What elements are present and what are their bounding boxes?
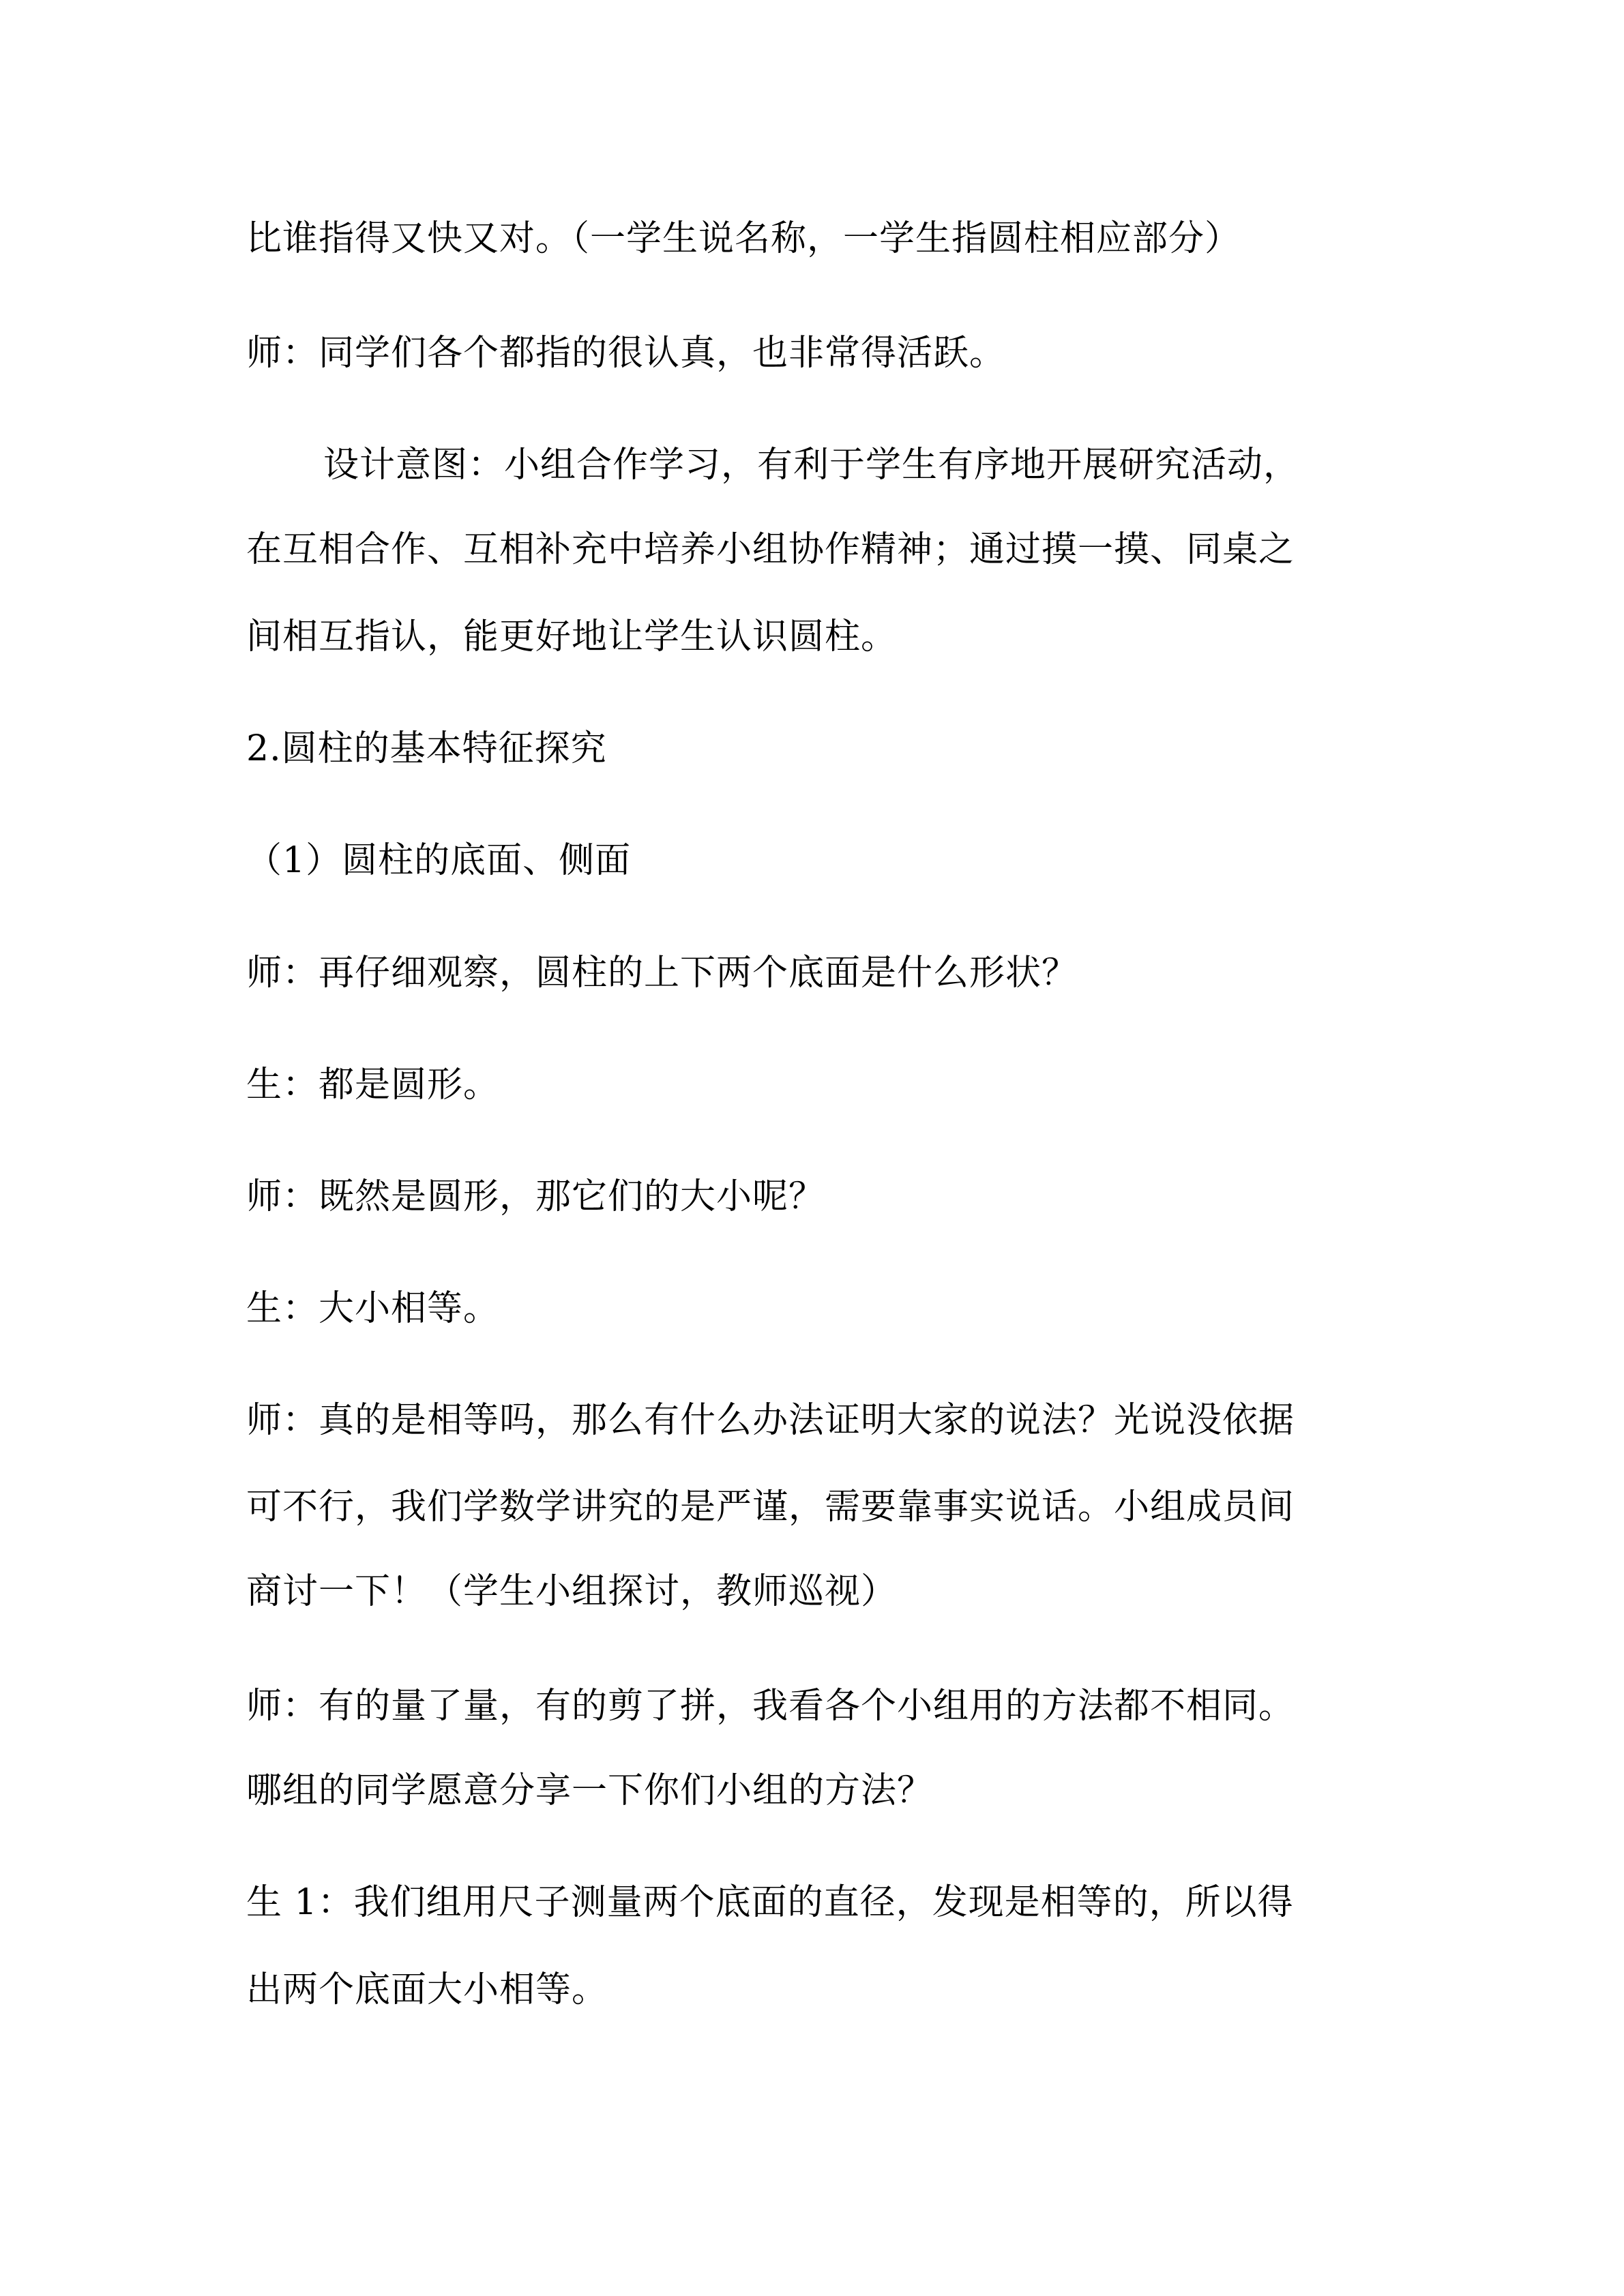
paragraph-line: 出两个底面大小相等。 [246,1969,608,2010]
paragraph-line: 间相互指认，能更好地让学生认识圆柱。 [246,616,898,657]
paragraph-line: 比谁指得又快又对。（一学生说名称，一学生指圆柱相应部分） [246,218,1241,259]
paragraph-line: 生：大小相等。 [246,1288,500,1329]
paragraph-line: 哪组的同学愿意分享一下你们小组的方法？ [246,1770,934,1811]
paragraph-line: 商讨一下！（学生小组探讨，教师巡视） [246,1571,898,1612]
section-heading: 2.圆柱的基本特征探究 [246,728,607,769]
paragraph-line: 在互相合作、互相补充中培养小组协作精神；通过摸一摸、同桌之 [246,529,1295,570]
paragraph-line: 生：都是圆形。 [246,1064,500,1105]
paragraph-line: 师：既然是圆形，那它们的大小呢？ [246,1176,825,1217]
paragraph-line: 师：再仔细观察，圆柱的上下两个底面是什么形状？ [246,953,1078,994]
paragraph-line: 生 1：我们组用尺子测量两个底面的直径，发现是相等的，所以得 [246,1882,1294,1923]
paragraph-line: 师：同学们各个都指的很认真，也非常得活跃。 [246,333,1006,374]
subsection-heading: （1）圆柱的底面、侧面 [246,840,632,881]
paragraph-line: 设计意图：小组合作学习，有利于学生有序地开展研究活动， [323,445,1300,486]
paragraph-line: 可不行，我们学数学讲究的是严谨，需要靠事实说话。小组成员间 [246,1487,1295,1527]
paragraph-line: 师：有的量了量，有的剪了拼，我看各个小组用的方法都不相同。 [246,1686,1295,1727]
paragraph-line: 师：真的是相等吗，那么有什么办法证明大家的说法？光说没依据 [246,1400,1295,1441]
